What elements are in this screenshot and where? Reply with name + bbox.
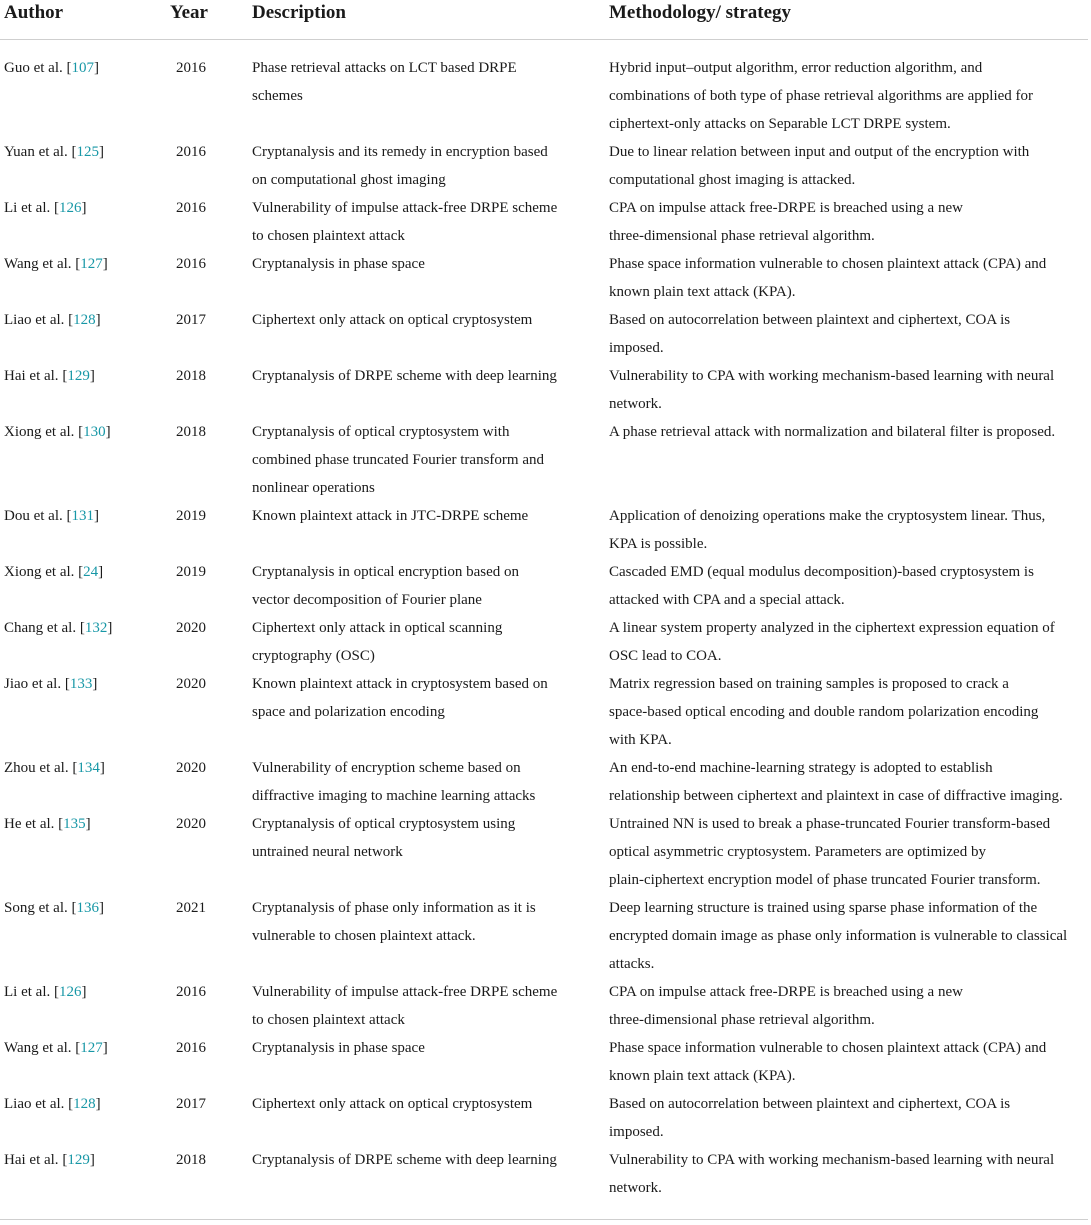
author-name: He et al.	[4, 816, 55, 832]
description-line: to chosen plaintext attack	[252, 1012, 405, 1028]
description-line: Cryptanalysis of optical cryptosystem with	[252, 424, 510, 440]
year-cell: 2019	[176, 508, 206, 524]
year-cell: 2020	[176, 760, 206, 776]
methodology-line: Based on autocorrelation between plaintext and ciphertext, COA is	[609, 1096, 1011, 1112]
description-cell	[252, 1146, 592, 1174]
description-line: Cryptanalysis in optical encryption based on	[252, 564, 520, 580]
methodology-cell	[609, 1034, 1091, 1090]
reference-link[interactable]: 135	[63, 816, 86, 832]
table-row	[0, 1146, 1091, 1202]
year-cell: 2020	[176, 816, 206, 832]
table-row	[0, 1090, 1091, 1146]
methodology-line: with KPA.	[609, 732, 672, 748]
table-row	[0, 54, 1091, 138]
author-cell: He et al. [135]	[4, 816, 91, 832]
methodology-line: Based on autocorrelation between plaintext and ciphertext, COA is	[609, 312, 1011, 328]
methodology-line: CPA on impulse attack free-DRPE is breached using a new	[609, 984, 963, 1000]
table-header	[0, 0, 1091, 40]
description-line: Cryptanalysis in phase space	[252, 256, 425, 272]
table-row	[0, 362, 1091, 418]
description-line: untrained neural network	[252, 844, 403, 860]
description-line: Cryptanalysis of optical cryptosystem using	[252, 816, 516, 832]
description-line: combined phase truncated Fourier transform and	[252, 452, 544, 468]
table-row	[0, 306, 1091, 362]
methodology-line: Untrained NN is used to break a phase-truncated Fourier transform-based	[609, 816, 1051, 832]
methodology-cell	[609, 614, 1091, 670]
header-rule	[0, 39, 1088, 40]
author-cell: Li et al. [126]	[4, 200, 87, 216]
year-cell: 2017	[176, 1096, 206, 1112]
author-cell: Dou et al. [131]	[4, 508, 99, 524]
author-name: Li et al.	[4, 984, 51, 1000]
year-cell: 2016	[176, 256, 206, 272]
methodology-line: A linear system property analyzed in the ciphertext expression equation of	[609, 620, 1055, 636]
methodology-line: three-dimensional phase retrieval algorithm.	[609, 1012, 875, 1028]
table-row	[0, 810, 1091, 894]
author-cell: Xiong et al. [130]	[4, 424, 111, 440]
description-cell	[252, 978, 592, 1034]
year-cell: 2016	[176, 200, 206, 216]
methodology-line: plain-ciphertext encryption model of phase truncated Fourier transform.	[609, 872, 1041, 888]
description-cell	[252, 418, 592, 502]
description-line: Phase retrieval attacks on LCT based DRPE	[252, 60, 517, 76]
methodology-line: KPA is possible.	[609, 536, 708, 552]
table-row	[0, 1034, 1091, 1090]
table-row	[0, 614, 1091, 670]
description-line: vulnerable to chosen plaintext attack.	[252, 928, 476, 944]
year-cell: 2016	[176, 1040, 206, 1056]
author-cell: Wang et al. [127]	[4, 1040, 108, 1056]
author-name: Hai et al.	[4, 1152, 59, 1168]
year-cell: 2018	[176, 424, 206, 440]
methodology-line: Vulnerability to CPA with working mechanism-based learning with neural	[609, 1152, 1055, 1168]
methodology-line: relationship between ciphertext and plaintext in case of diffractive imaging.	[609, 788, 1063, 804]
methodology-cell	[609, 558, 1091, 614]
author-cell: Hai et al. [129]	[4, 368, 95, 384]
reference-link[interactable]: 125	[76, 144, 99, 160]
table-row	[0, 138, 1091, 194]
table-row	[0, 978, 1091, 1034]
table-body	[0, 54, 1091, 1202]
reference-link[interactable]: 129	[67, 368, 90, 384]
year-cell: 2018	[176, 1152, 206, 1168]
methodology-cell	[609, 978, 1091, 1034]
methodology-line: Hybrid input–output algorithm, error reduction algorithm, and	[609, 60, 983, 76]
methodology-line: attacked with CPA and a special attack.	[609, 592, 845, 608]
reference-link[interactable]: 107	[71, 60, 94, 76]
methodology-line: Phase space information vulnerable to chosen plaintext attack (CPA) and	[609, 256, 1047, 272]
description-line: Cryptanalysis in phase space	[252, 1040, 425, 1056]
description-cell	[252, 558, 592, 614]
methodology-line: Due to linear relation between input and output of the encryption with	[609, 144, 1030, 160]
description-cell	[252, 306, 592, 334]
description-cell	[252, 138, 592, 194]
author-name: Wang et al.	[4, 1040, 72, 1056]
methodology-cell	[609, 502, 1091, 558]
description-cell	[252, 1034, 592, 1062]
description-line: Cryptanalysis of DRPE scheme with deep learning	[252, 1152, 557, 1168]
methodology-line: combinations of both type of phase retrieval algorithms are applied for	[609, 88, 1034, 104]
reference-link[interactable]: 132	[84, 620, 108, 636]
description-cell	[252, 1090, 592, 1118]
methodology-line: Matrix regression based on training samples is proposed to crack a	[609, 676, 1009, 692]
header-methodology: Methodology/ strategy	[609, 2, 792, 23]
methodology-line: attacks.	[609, 956, 655, 972]
header-author: Author	[4, 2, 64, 23]
author-name: Hai et al.	[4, 368, 59, 384]
description-cell	[252, 194, 592, 250]
author-cell: Li et al. [126]	[4, 984, 87, 1000]
table-row	[0, 558, 1091, 614]
author-cell: Song et al. [136]	[4, 900, 104, 916]
methodology-line: An end-to-end machine-learning strategy is adopted to establish	[609, 760, 993, 776]
methodology-cell	[609, 1090, 1091, 1146]
description-line: Vulnerability of impulse attack-free DRPE scheme	[252, 984, 558, 1000]
methodology-cell	[609, 1146, 1091, 1202]
methodology-line: CPA on impulse attack free-DRPE is breached using a new	[609, 200, 963, 216]
methodology-cell	[609, 306, 1091, 362]
description-cell	[252, 894, 592, 950]
author-cell: Chang et al. [132]	[4, 620, 113, 636]
methodology-line: imposed.	[609, 1124, 664, 1140]
author-name: Li et al.	[4, 200, 51, 216]
methodology-line: Deep learning structure is trained using sparse phase information of the	[609, 900, 1038, 916]
methodology-line: OSC lead to COA.	[609, 648, 722, 664]
reference-link[interactable]: 128	[73, 1096, 96, 1112]
methodology-line: known plain text attack (KPA).	[609, 1068, 796, 1084]
description-cell	[252, 54, 592, 110]
methodology-line: computational ghost imaging is attacked.	[609, 172, 856, 188]
reference-link[interactable]: 129	[67, 1152, 90, 1168]
year-cell: 2017	[176, 312, 206, 328]
table-row	[0, 418, 1091, 502]
description-cell	[252, 810, 592, 866]
author-cell: Guo et al. [107]	[4, 60, 99, 76]
methodology-cell	[609, 754, 1091, 810]
reference-link[interactable]: 130	[83, 424, 106, 440]
author-name: Wang et al.	[4, 256, 72, 272]
methodology-line: encrypted domain image as phase only information is vulnerable to classical	[609, 928, 1068, 944]
description-line: Ciphertext only attack in optical scanning	[252, 620, 503, 636]
bottom-rule	[0, 1219, 1088, 1220]
reference-link[interactable]: 136	[76, 900, 99, 916]
description-line: Known plaintext attack in JTC-DRPE scheme	[252, 508, 529, 524]
author-cell: Jiao et al. [133]	[4, 676, 98, 692]
table-row	[0, 894, 1091, 978]
year-cell: 2016	[176, 144, 206, 160]
table-row	[0, 754, 1091, 810]
author-name: Xiong et al.	[4, 564, 75, 580]
table-row	[0, 502, 1091, 558]
methodology-line: A phase retrieval attack with normalization and bilateral filter is proposed.	[609, 424, 1056, 440]
methodology-line: network.	[609, 396, 662, 412]
author-cell: Liao et al. [128]	[4, 312, 101, 328]
methodology-cell	[609, 894, 1091, 978]
table-row	[0, 194, 1091, 250]
reference-link[interactable]: 127	[80, 256, 103, 272]
reference-link[interactable]: 126	[58, 200, 82, 216]
description-line: vector decomposition of Fourier plane	[252, 592, 482, 608]
description-line: nonlinear operations	[252, 480, 375, 496]
methodology-line: Application of denoizing operations make the cryptosystem linear. Thus,	[609, 508, 1046, 524]
methodology-cell	[609, 250, 1091, 306]
table-row	[0, 250, 1091, 306]
author-name: Jiao et al.	[4, 676, 62, 692]
year-cell: 2020	[176, 676, 206, 692]
description-cell	[252, 670, 592, 726]
reference-link[interactable]: 128	[73, 312, 96, 328]
author-cell: Wang et al. [127]	[4, 256, 108, 272]
methodology-cell	[609, 810, 1091, 894]
author-cell: Zhou et al. [134]	[4, 760, 105, 776]
reference-link[interactable]: 133	[69, 676, 93, 692]
methodology-line: known plain text attack (KPA).	[609, 284, 796, 300]
author-cell: Xiong et al. [24]	[4, 564, 104, 580]
methodology-cell	[609, 138, 1091, 194]
methodology-cell	[609, 670, 1091, 754]
reference-link[interactable]: 131	[71, 508, 94, 524]
author-name: Song et al.	[4, 900, 68, 916]
methodology-line: optical asymmetric cryptosystem. Parameters are optimized by	[609, 844, 986, 860]
header-year: Year	[170, 2, 208, 23]
description-line: Vulnerability of encryption scheme based on	[252, 760, 521, 776]
author-cell: Hai et al. [129]	[4, 1152, 95, 1168]
description-line: space and polarization encoding	[252, 704, 445, 720]
author-name: Yuan et al.	[4, 144, 68, 160]
description-line: Cryptanalysis and its remedy in encryption based	[252, 144, 548, 160]
description-line: Cryptanalysis of DRPE scheme with deep learning	[252, 368, 557, 384]
year-cell: 2016	[176, 984, 206, 1000]
author-name: Liao et al.	[4, 1096, 65, 1112]
description-cell	[252, 502, 592, 530]
year-cell: 2021	[176, 900, 206, 916]
reference-link[interactable]: 126	[58, 984, 82, 1000]
description-cell	[252, 250, 592, 278]
author-name: Chang et al.	[4, 620, 77, 636]
author-cell: Liao et al. [128]	[4, 1096, 101, 1112]
description-line: schemes	[252, 88, 303, 104]
author-name: Dou et al.	[4, 508, 63, 524]
author-cell: Yuan et al. [125]	[4, 144, 104, 160]
description-cell	[252, 754, 592, 810]
author-name: Zhou et al.	[4, 760, 69, 776]
description-line: to chosen plaintext attack	[252, 228, 405, 244]
year-cell: 2019	[176, 564, 206, 580]
description-line: Ciphertext only attack on optical cryptosystem	[252, 1096, 533, 1112]
methodology-cell	[609, 418, 1091, 446]
methodology-line: space-based optical encoding and double random polarization encoding	[609, 704, 1039, 720]
description-line: Cryptanalysis of phase only information as it is	[252, 900, 536, 916]
description-cell	[252, 362, 592, 390]
year-cell: 2020	[176, 620, 206, 636]
methodology-cell	[609, 54, 1091, 138]
methodology-line: Phase space information vulnerable to chosen plaintext attack (CPA) and	[609, 1040, 1047, 1056]
methodology-line: imposed.	[609, 340, 664, 356]
reference-link[interactable]: 24	[83, 564, 99, 580]
table-row	[0, 670, 1091, 754]
reference-link[interactable]: 127	[80, 1040, 103, 1056]
description-line: Ciphertext only attack on optical cryptosystem	[252, 312, 533, 328]
description-line: cryptography (OSC)	[252, 648, 375, 664]
header-description: Description	[252, 2, 346, 23]
description-line: on computational ghost imaging	[252, 172, 446, 188]
year-cell: 2018	[176, 368, 206, 384]
methodology-line: Cascaded EMD (equal modulus decomposition)-based cryptosystem is	[609, 564, 1034, 580]
author-name: Guo et al.	[4, 60, 63, 76]
reference-link[interactable]: 134	[77, 760, 100, 776]
methodology-line: three-dimensional phase retrieval algorithm.	[609, 228, 875, 244]
description-line: diffractive imaging to machine learning attacks	[252, 788, 536, 804]
methodology-cell	[609, 194, 1091, 250]
description-cell	[252, 614, 592, 670]
methodology-line: Vulnerability to CPA with working mechanism-based learning with neural	[609, 368, 1055, 384]
year-cell: 2016	[176, 60, 206, 76]
methodology-cell	[609, 362, 1091, 418]
methodology-line: network.	[609, 1180, 662, 1196]
description-line: Vulnerability of impulse attack-free DRPE scheme	[252, 200, 558, 216]
author-name: Liao et al.	[4, 312, 65, 328]
methodology-line: ciphertext-only attacks on Separable LCT DRPE system.	[609, 116, 951, 132]
description-line: Known plaintext attack in cryptosystem based on	[252, 676, 548, 692]
author-name: Xiong et al.	[4, 424, 75, 440]
